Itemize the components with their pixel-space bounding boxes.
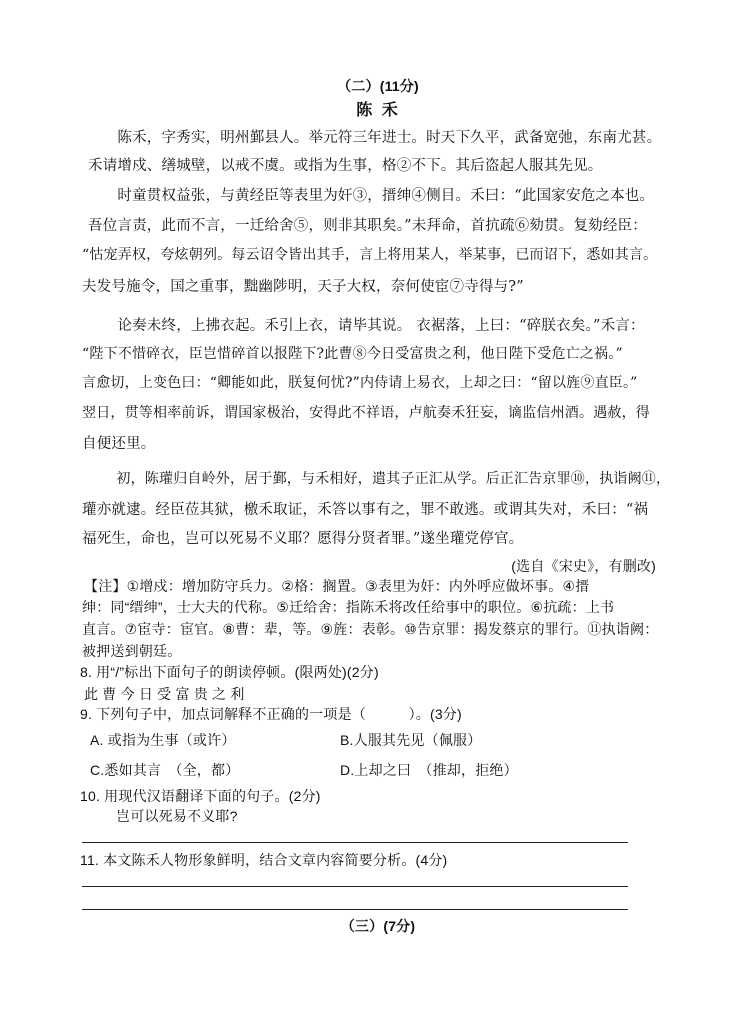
section-header: （二）(11分) bbox=[337, 78, 419, 94]
answer-line bbox=[82, 886, 628, 887]
question-10-sentence: 岂可以死易不义耶? bbox=[116, 808, 238, 824]
passage-title: 陈 禾 bbox=[356, 100, 400, 119]
question-9-option-a: A. 或指为生事（或许） bbox=[90, 732, 236, 748]
question-10: 10. 用现代汉语翻译下面的句子。(2分) bbox=[80, 788, 321, 804]
paragraph-line: 翌日，贯等相率前诉，谓国家极治，安得此不祥语，卢航奏禾狂妄，谪监信州酒。遇赦，得 bbox=[82, 405, 650, 421]
paragraph-line: 瓘亦就逮。经臣莅其狱，檄禾取证，禾答以事有之，罪不敢逃。或谓其失对，禾曰：“祸 bbox=[82, 502, 649, 518]
annotation-line: 被押送到朝廷。 bbox=[82, 643, 182, 659]
question-11: 11. 本文陈禾人物形象鲜明，结合文章内容简要分析。(4分) bbox=[80, 852, 448, 868]
paragraph-line: “怙宠弄权，夸炫朝列。每云诏令皆出其手，言上将用某人，举某事，已而诏下，悉如其言。 bbox=[82, 247, 658, 263]
question-9-option-c: C.悉如其言 （全，都） bbox=[90, 762, 240, 778]
paragraph-line: 论奏未终，上拂衣起。禾引上衣，请毕其说。 衣裾落，上曰：“碎朕衣矣。”禾言： bbox=[88, 318, 645, 334]
paragraph-line: 吾位言责，此而不言，一迁给舍⑤，则非其职矣。”未拜命，首抗疏⑥劾贯。复劾经臣： bbox=[88, 218, 647, 234]
question-9: 9. 下列句子中，加点词解释不正确的一项是（ ）。(3分) bbox=[80, 706, 462, 722]
question-9-option-d: D.上却之曰 （推却，拒绝） bbox=[340, 762, 518, 778]
paragraph-line: 自便还里。 bbox=[82, 436, 156, 452]
question-8: 8. 用“/”标出下面句子的朗读停顿。(限两处)(2分) bbox=[80, 664, 379, 680]
paragraph-line: 禾请增戍、缮城壁，以戒不虞。或指为生事，格②不下。其后盗起人服其先见。 bbox=[88, 158, 603, 174]
paragraph-line: 福死生，命也，岂可以死易不义耶？愿得分贤者罪。”遂坐瓘党停官。 bbox=[82, 531, 524, 547]
annotation-line: 【注】①增戍：增加防守兵力。②格：搁置。③表里为奸：内外呼应做坏事。④搢 bbox=[84, 578, 590, 594]
paragraph-line: 时童贯权益张，与黄经臣等表里为奸③，搢绅④侧目。禾曰：“此国家安危之本也。 bbox=[88, 188, 655, 204]
annotation-line: 绅：同“缙绅”，士大夫的代称。⑤迁给舍：指陈禾将改任给事中的职位。⑥抗疏：上书 bbox=[82, 599, 615, 615]
section-header: （三）(7分) bbox=[340, 918, 416, 934]
question-8-sentence: 此 曹 今 日 受 富 贵 之 利 bbox=[84, 686, 245, 702]
paragraph-line: “陛下不惜碎衣，臣岂惜碎首以报陛下?此曹⑧今日受富贵之利，他日陛下受危亡之祸。” bbox=[82, 346, 623, 362]
question-9-option-b: B.人服其先见（佩服） bbox=[340, 732, 482, 748]
annotation-line: 直言。⑦宦寺：宦官。⑧曹：辈，等。⑨旌：表彰。⑩告京罪：揭发蔡京的罪行。⑪执诣阙： bbox=[82, 621, 659, 637]
paragraph-line: 夫发号施令，国之重事，黜幽陟明，天子大权，奈何使宦⑦寺得与?” bbox=[82, 279, 524, 295]
paragraph-line: 言愈切，上变色曰：“卿能如此，朕复何忧?”内侍请上易衣，上却之曰：“留以旌⑨直臣。” bbox=[82, 375, 638, 391]
paragraph-line: 初，陈瓘归自岭外，居于鄞，与禾相好，遣其子正汇从学。后正汇告京罪⑩，执诣阙⑪， bbox=[88, 471, 671, 487]
source-note: (选自《宋史》，有删改) bbox=[511, 558, 656, 574]
answer-line bbox=[82, 909, 628, 910]
answer-line bbox=[82, 842, 628, 843]
paragraph-line: 陈禾，字秀实，明州鄞县人。举元符三年进士。时天下久平，武备宽弛，东南尤甚。 bbox=[88, 130, 662, 146]
